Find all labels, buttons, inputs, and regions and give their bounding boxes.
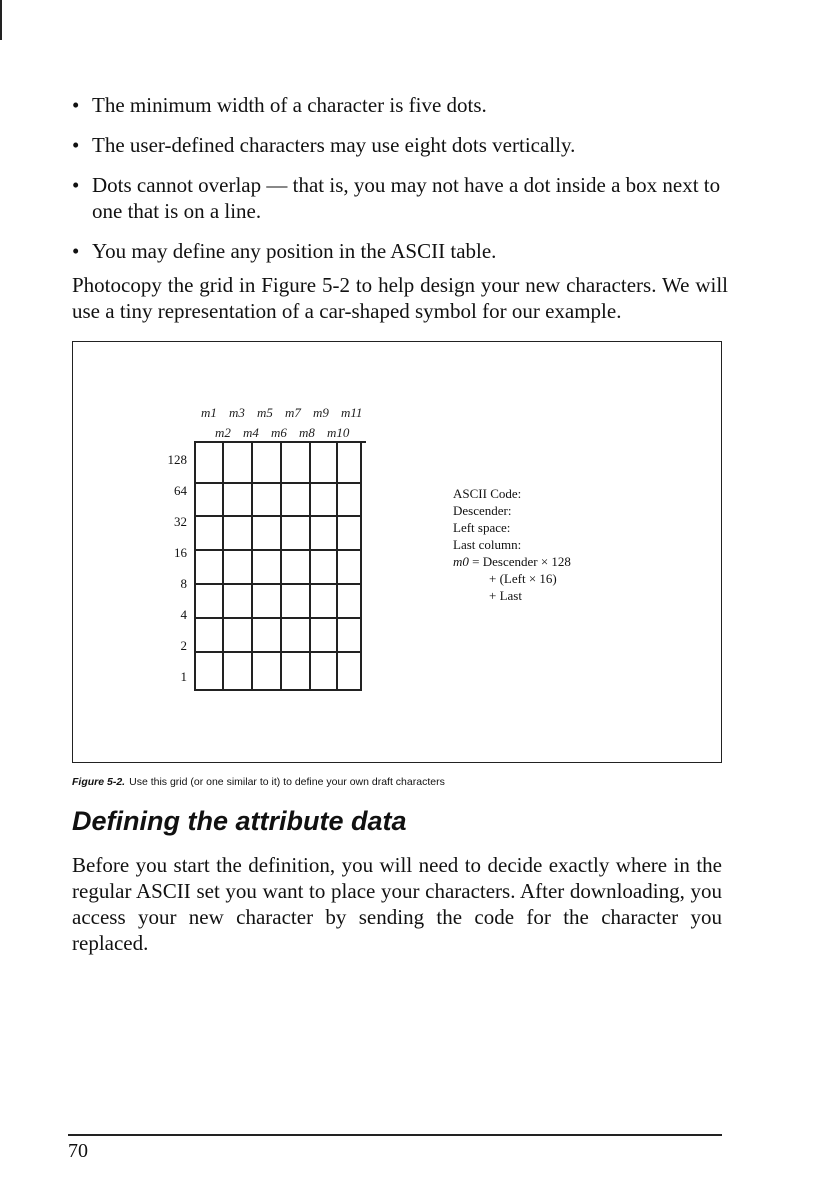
column-label: m3 [229, 405, 245, 420]
ascii-info-block [453, 485, 571, 604]
column-label: m1 [201, 405, 217, 420]
bullet-dot: • [72, 239, 80, 263]
grid-line [196, 651, 360, 653]
row-label: 1 [180, 669, 187, 684]
figure-number: Figure 5-2. [72, 776, 126, 788]
column-labels-odd [201, 405, 369, 421]
figure-grid-box [72, 341, 722, 763]
row-label: 8 [180, 576, 187, 591]
bullet-text: You may define any position in the ASCII table. [92, 239, 497, 263]
formula-variable: m0 [453, 554, 469, 569]
grid-line [196, 482, 360, 484]
row-label: 16 [174, 545, 187, 560]
figure-caption [72, 776, 445, 788]
formula-line: + (Left × 16) [489, 571, 557, 586]
column-label: m5 [257, 405, 273, 420]
column-label: m11 [341, 405, 363, 420]
section-heading: Defining the attribute data [72, 806, 407, 836]
column-label: m7 [285, 405, 301, 420]
bullet-list [72, 92, 732, 278]
bullet-text: The minimum width of a character is five dots. [92, 93, 487, 117]
column-label: m2 [215, 425, 231, 440]
last-column-label: Last column: [453, 537, 522, 552]
ascii-code-label: ASCII Code: [453, 486, 522, 501]
footer-rule [68, 1134, 722, 1136]
column-labels-even [215, 425, 355, 441]
formula-line: + Last [489, 588, 522, 603]
grid-line [196, 583, 360, 585]
row-label: 2 [180, 638, 187, 653]
row-label: 32 [174, 514, 187, 529]
bullet-item [72, 132, 732, 158]
bullet-item [72, 238, 732, 264]
grid-line [196, 549, 360, 551]
bullet-dot: • [72, 133, 80, 157]
column-label: m8 [299, 425, 315, 440]
descender-label: Descender: [453, 503, 512, 518]
page-number: 70 [68, 1140, 88, 1162]
bullet-item [72, 92, 732, 118]
row-labels [153, 452, 187, 700]
body-paragraph: Before you start the definition, you will need to decide exactly where in the regular ASCII set you want to place your characters. After downloading, you access your new character by sending the code for the character you replaced. [72, 853, 722, 955]
caption-text: Use this grid (or one similar to it) to define your own draft characters [129, 776, 445, 788]
bullet-item [72, 172, 732, 224]
row-label: 4 [180, 607, 187, 622]
left-space-label: Left space: [453, 520, 511, 535]
bullet-text: The user-defined characters may use eight dots vertically. [92, 133, 576, 157]
grid-line [196, 617, 360, 619]
formula-line [453, 553, 571, 570]
formula-text: = Descender × 128 [468, 554, 571, 569]
column-label: m10 [327, 425, 350, 440]
bullet-text: Dots cannot overlap — that is, you may not have a dot inside a box next to one that is on a line. [92, 173, 721, 223]
column-label: m9 [313, 405, 329, 420]
row-label: 64 [174, 483, 187, 498]
row-label: 128 [167, 452, 187, 467]
column-label: m6 [271, 425, 287, 440]
column-label: m4 [243, 425, 259, 440]
page-edge-mark [0, 0, 2, 40]
intro-paragraph: Photocopy the grid in Figure 5-2 to help design your new characters. We will use a tiny representation of a car-shaped symbol for our example. [72, 273, 728, 323]
grid-line [196, 515, 360, 517]
bullet-dot: • [72, 173, 80, 197]
dot-grid [194, 443, 362, 691]
bullet-dot: • [72, 93, 80, 117]
